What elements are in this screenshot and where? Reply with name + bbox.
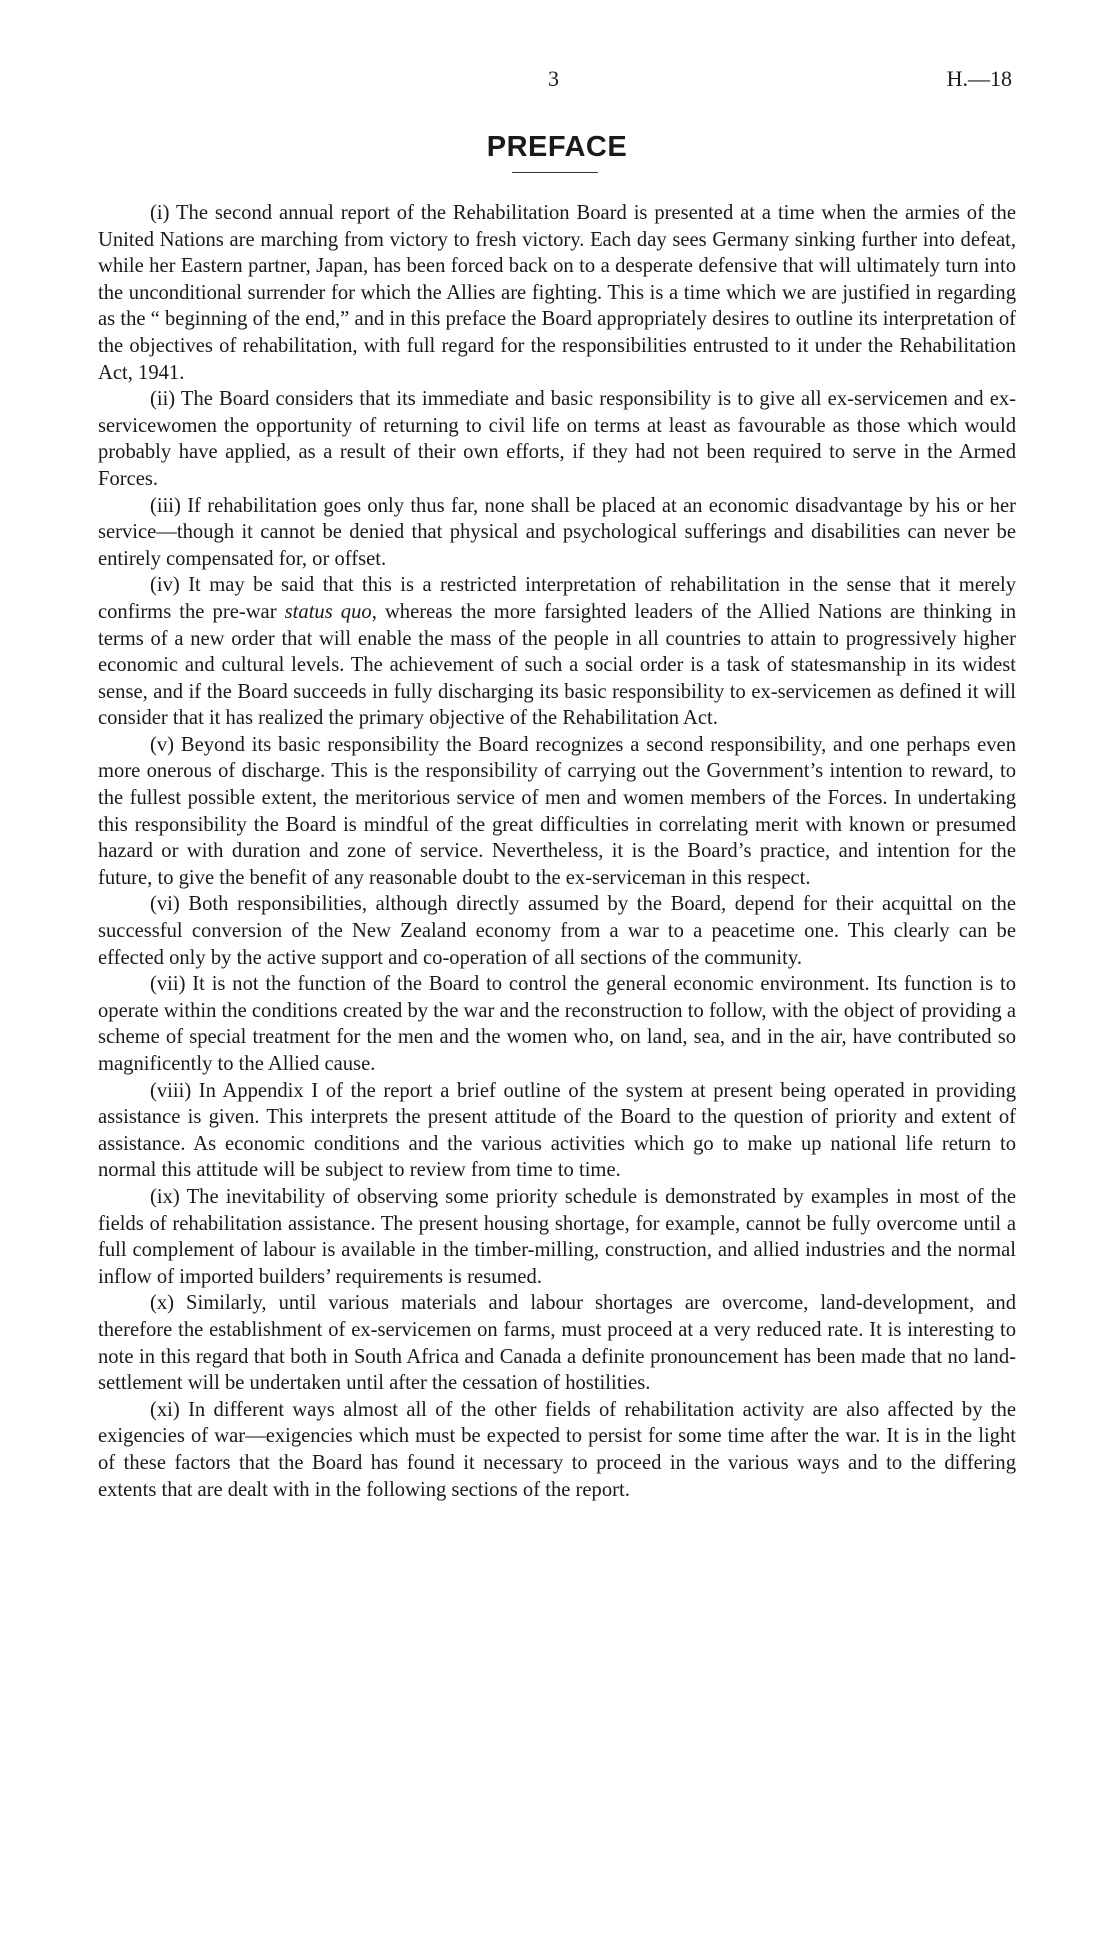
paragraph-iv-part-1: (iv) It may be said that this is a restricted interpretation of rehabilitation in the sense that it merely confirms the pre-war xyxy=(98,574,1016,623)
paragraph-iv-part-2: , whereas the more farsighted leaders of the Allied Nations are thinking in terms of a new order that will enable the mass of the people in all countries to attain to progressively higher economic and cultural levels. The achievement of such a social order is a task of statesmanship in its widest sense, and if the Board succeeds in fully discharging its basic responsibility to ex-servicemen as defined it will consider that it has realized the primary objective of the Rehabilitation Act. xyxy=(98,600,1016,730)
paragraph-x: (x) Similarly, until various materials and labour shortages are overcome, land-development, and therefore the establishment of ex-servicemen on farms, must proceed at a very reduced rate. It is interesting to note in this regard that both in South Africa and Canada a definite pronouncement has been made that no land-settlement will be undertaken until after the cessation of hostilities. xyxy=(98,1292,1016,1395)
paragraph-vi: (vi) Both responsibilities, although directly assumed by the Board, depend for their acquittal on the successful conversion of the New Zealand economy from a war to a peacetime one. This clearly can be effected only by the active support and co-operation of all sections of the community. xyxy=(98,893,1016,969)
paragraph-iii: (iii) If rehabilitation goes only thus far, none shall be placed at an economic disadvantage by his or her service—though it cannot be denied that physical and psychological sufferings and disabilities can never be entirely compensated for, or offset. xyxy=(98,494,1016,570)
paragraph-iv xyxy=(98,572,1016,732)
status-quo-italic: status quo xyxy=(284,600,372,623)
paragraph-v: (v) Beyond its basic responsibility the Board recognizes a second responsibility, and one perhaps even more onerous of discharge. This is the responsibility of carrying out the Government’s intention to reward, to the fullest possible extent, the meritorious service of men and women members of the Forces. In undertaking this responsibility the Board is mindful of the great difficulties in correlating merit with known or presumed hazard or with duration and zone of service. Nevertheless, it is the Board’s practice, and intention for the future, to give the benefit of any reasonable doubt to the ex-serviceman in this respect. xyxy=(98,733,1016,889)
paragraph-ii: (ii) The Board considers that its immediate and basic responsibility is to give all ex-servicemen and ex-servicewomen the opportunity of returning to civil life on terms at least as favourable as those which would probably have applied, as a result of their own efforts, if they had not been required to serve in the Armed Forces. xyxy=(98,388,1016,490)
paragraph-xi: (xi) In different ways almost all of the other fields of rehabilitation activity are also affected by the exigencies of war—exigencies which must be expected to persist for some time after the war. It is in the light of these factors that the Board has found it necessary to proceed in the various ways and to the differing extents that are dealt with in the following sections of the report. xyxy=(98,1398,1016,1501)
title-divider xyxy=(512,172,598,173)
paragraph-i: (i) The second annual report of the Rehabilitation Board is presented at a time when the armies of the United Nations are marching from victory to fresh victory. Each day sees Germany sinking further into defeat, while her Eastern partner, Japan, has been forced back on to a desperate defensive that will ultimately turn into the unconditional surrender for which the Allies are fighting. This is a time which we are justified in regarding as the “ beginning of the end,” and in this preface the Board appropriately desires to outline its interpretation of the objectives of rehabilitation, with full regard for the responsibilities entrusted to it under the Rehabilitation Act, 1941. xyxy=(98,202,1016,384)
paragraph-viii: (viii) In Appendix I of the report a brief outline of the system at present being operated in providing assistance is given. This interprets the present attitude of the Board to the question of priority and extent of assistance. As economic conditions and the various activities which go to make up national life return to normal this attitude will be subject to review from time to time. xyxy=(98,1079,1016,1182)
page-number: 3 xyxy=(548,66,559,91)
preface-body xyxy=(98,200,1016,1503)
paragraph-ix: (ix) The inevitability of observing some priority schedule is demonstrated by examples in most of the fields of rehabilitation assistance. The present housing shortage, for example, cannot be fully overcome until a full complement of labour is available in the timber-milling, construction, and allied industries and the normal inflow of imported builders’ requirements is resumed. xyxy=(98,1185,1016,1288)
paragraph-vii: (vii) It is not the function of the Board to control the general economic environment. Its function is to operate within the conditions created by the war and the reconstruction to follow, with the object of providing a scheme of special treatment for the men and the women who, on land, sea, and in the air, have contributed so magnificently to the Allied cause. xyxy=(98,973,1016,1075)
page-title: PREFACE xyxy=(486,131,628,164)
document-reference: H.—18 xyxy=(946,66,1012,91)
